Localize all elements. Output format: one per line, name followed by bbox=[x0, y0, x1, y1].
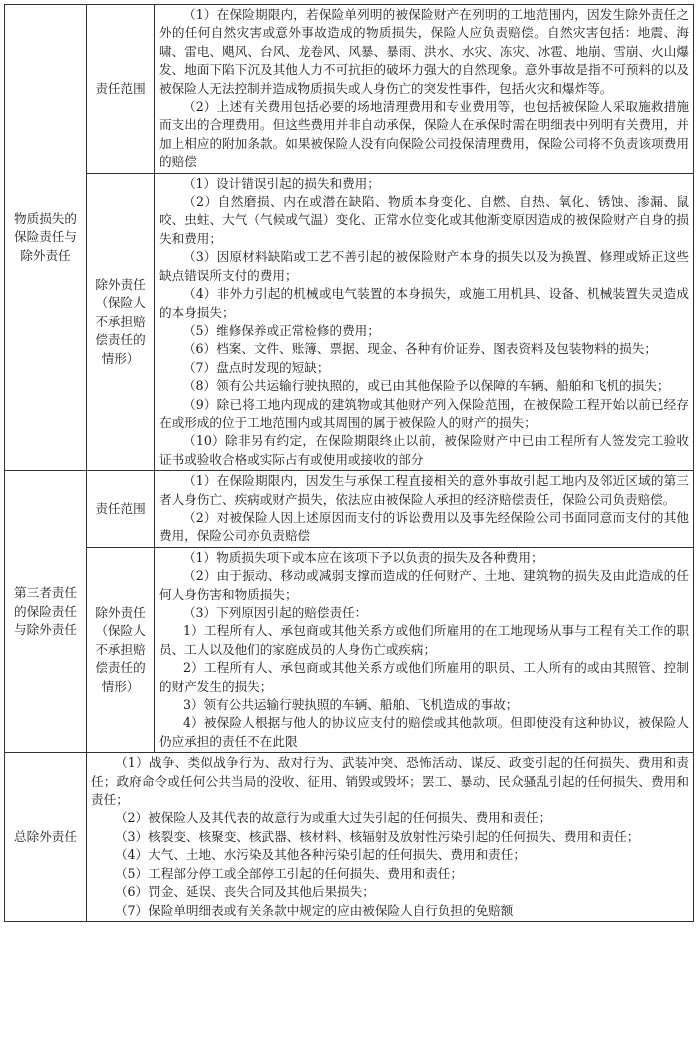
clause-line: （4）大气、土地、水污染及其他各种污染引起的任何损失、费用和责任； bbox=[114, 847, 526, 863]
clause-line: 2）工程所有人、承包商或其他关系方或他们所雇用的职员、工人所有的或由其照管、控制的财产发生的损失； bbox=[159, 660, 689, 694]
clause-line: （9）除已将工地内现成的建筑物或其他财产列入保险范围，在被保险工程开始以前已经存在或形成的位于工地范围内或其周围的属于被保险人的财产的损失； bbox=[159, 396, 689, 430]
clause-line: （1）物质损失项下或本应在该项下予以负责的损失及各种费用； bbox=[182, 549, 544, 565]
clause-line: （4）非外力引起的机械或电气装置的本身损失，或施工用机具、设备、机械装置失灵造成的本身损失； bbox=[159, 286, 689, 320]
clause-line: 1）工程所有人、承包商或其他关系方或他们所雇用的在工地现场从事与工程有关工作的职员、工人以及他们的家庭成员的人身伤亡或疾病； bbox=[159, 623, 689, 657]
subcategory-cell: 责任范围 bbox=[87, 471, 155, 548]
insurance-liability-table bbox=[4, 4, 694, 922]
table-row bbox=[5, 173, 694, 471]
category-cell: 总除外责任 bbox=[5, 753, 87, 922]
clause-line: （3）下列原因引起的赔偿责任： bbox=[182, 605, 368, 620]
clause-line: （3）因原材料缺陷或工艺不善引起的被保险财产本身的损失以及为换置、修理或矫正这些缺点错误所支付的费用； bbox=[159, 249, 689, 283]
clause-line: （2）对被保险人因上述原因而支付的诉讼费用以及事先经保险公司书面同意而支付的其他费用，保险公司亦负责赔偿 bbox=[159, 509, 689, 544]
clause-line: （6）档案、文件、账簿、票据、现金、各种有价证券、图表资料及包装物料的损失； bbox=[182, 341, 657, 357]
content-cell bbox=[155, 547, 694, 752]
clause-line: （2）自然磨损、内在或潜在缺陷、物质本身变化、自燃、自热、氧化、锈蚀、渗漏、鼠咬、虫蛀、大气（气候或气温）变化、正常水位变化或其他渐变原因造成的被保险财产自身的损失和费用； bbox=[159, 194, 689, 246]
content-cell bbox=[155, 471, 694, 548]
clause-line: （1）在保险期限内，若保险单列明的被保险财产在列明的工地范围内，因发生除外责任之外的任何自然灾害或意外事故造成的物质损失，保险人应负责赔偿。自然灾害包括：地震、海啸、雷电、飓风、台风、龙卷风、风暴、暴雨、洪水、水灾、冻灾、冰雹、地崩、雪崩、火山爆发、地面下陷下沉及其他人力不可抗拒的破坏力强大的自然现象。意外事故是指不可预料的以及被保险人无法控制并造成物质损失或人身伤亡的突发性事件，包括火灾和爆炸等。 bbox=[159, 7, 689, 96]
clause-line: （6）罚金、延误、丧失合同及其他后果损失； bbox=[114, 884, 375, 900]
clause-line: （8）领有公共运输行驶执照的，或已由其他保险予以保障的车辆、船舶和飞机的损失； bbox=[182, 378, 670, 394]
clause-line: （7）盘点时发现的短缺； bbox=[182, 359, 330, 375]
clause-line: （2）被保险人及其代表的故意行为或重大过失引起的任何损失、费用和责任； bbox=[114, 810, 552, 826]
category-cell: 物质损失的保险责任与除外责任 bbox=[5, 5, 87, 471]
clause-line: 3）领有公共运输行驶执照的车辆、船舶、飞机造成的事故； bbox=[182, 697, 519, 713]
clause-line: （1）设计错误引起的损失和费用； bbox=[182, 175, 380, 191]
clause-line: 4）被保险人根据与他人的协议应支付的赔偿或其他款项。但即使没有这种协议，被保险人仍应承担的责任不在此限 bbox=[159, 715, 689, 749]
clause-line: （5）工程部分停工或全部停工引起的任何损失、费用和责任； bbox=[114, 865, 463, 881]
content-cell bbox=[87, 753, 694, 922]
category-cell: 第三者责任的保险责任与除外责任 bbox=[5, 471, 87, 753]
subcategory-cell: 除外责任（保险人不承担赔偿责任的情形） bbox=[87, 547, 155, 752]
clause-line: （5）维修保养或正常检修的费用； bbox=[182, 322, 380, 338]
subcategory-cell: 责任范围 bbox=[87, 5, 155, 174]
clause-line: （7）保险单明细表或有关条款中规定的应由被保险人自行负担的免赔额 bbox=[114, 902, 514, 918]
clause-line: （3）核裂变、核聚变、核武器、核材料、核辐射及放射性污染引起的任何损失、费用和责任； bbox=[114, 828, 640, 844]
clause-line: （1）在保险期限内，因发生与承保工程直接相关的意外事故引起工地内及邻近区域的第三者人身伤亡、疾病或财产损失，依法应由被保险人承担的经济赔偿责任，保险公司负责赔偿。 bbox=[159, 473, 689, 507]
subcategory-cell: 除外责任（保险人不承担赔偿责任的情形） bbox=[87, 173, 155, 471]
clause-line: （1）战争、类似战争行为、敌对行为、武装冲突、恐怖活动、谋反、政变引起的任何损失、费用和责任；政府命令或任何公共当局的没收、征用、销毁或毁坏；罢工、暴动、民众骚乱引起的任何损失、费用和责任； bbox=[91, 755, 689, 808]
content-cell bbox=[155, 173, 694, 471]
content-cell bbox=[155, 5, 694, 174]
table-row bbox=[5, 471, 694, 548]
clause-line: （2）由于振动、移动或减弱支撑而造成的任何财产、土地、建筑物的损失及由此造成的任何人身伤害和物质损失； bbox=[159, 568, 689, 602]
clause-line: （2）上述有关费用包括必要的场地清理费用和专业费用等，也包括被保险人采取施救措施而支出的合理费用。但这些费用并非自动承保，保险人在承保时需在明细表中列明有关费用，并加上相应的附加条款。如果被保险人没有向保险公司投保清理费用，保险公司将不负责该项费用的赔偿 bbox=[159, 99, 689, 170]
table-row bbox=[5, 5, 694, 174]
table-row bbox=[5, 547, 694, 752]
clause-line: （10）除非另有约定，在保险期限终止以前，被保险财产中已由工程所有人签发完工验收证书或验收合格或实际占有或使用或接收的部分 bbox=[159, 433, 689, 467]
table-row bbox=[5, 753, 694, 922]
